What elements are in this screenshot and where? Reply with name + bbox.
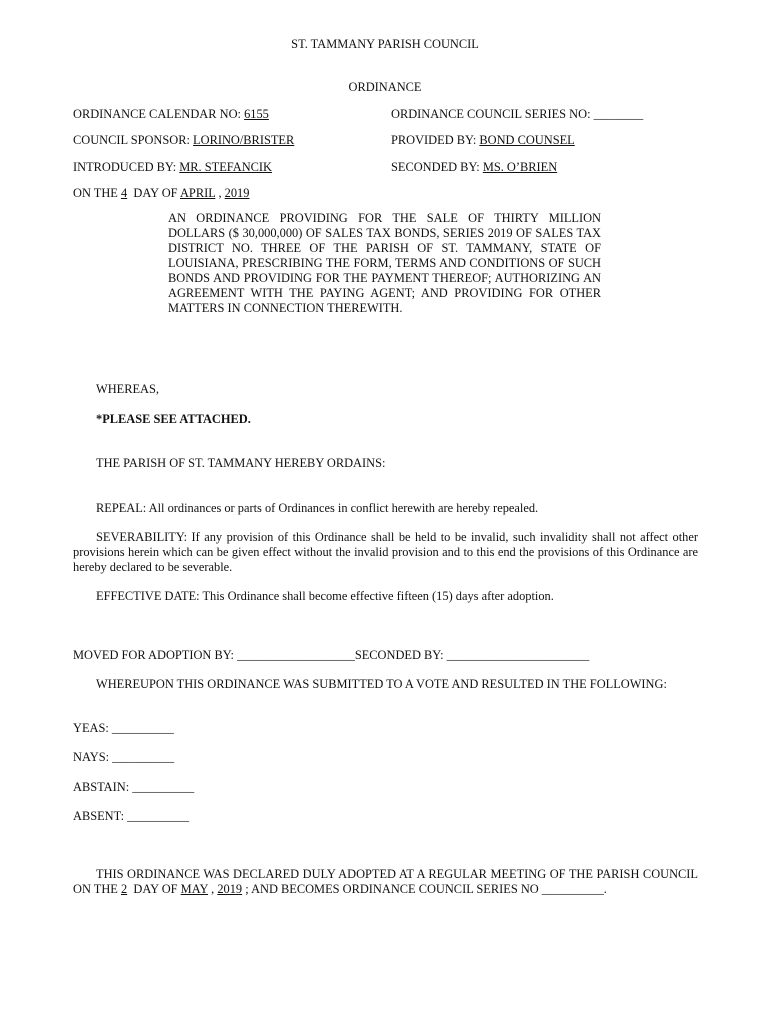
council-series-field (391, 107, 643, 122)
date-comma: , (218, 186, 222, 200)
whereupon-statement: WHEREUPON THIS ORDINANCE WAS SUBMITTED TO A VOTE AND RESULTED IN THE FOLLOWING: (96, 677, 667, 691)
introduced-value: MR. STEFANCIK (179, 160, 272, 174)
vote-seconded-blank: _______________________ (446, 648, 590, 662)
council-sponsor-field (73, 133, 294, 148)
adoption-year: 2019 (217, 882, 243, 896)
date-mid: DAY OF (133, 186, 178, 200)
calendar-value: 6155 (244, 107, 269, 121)
council-heading: ST. TAMMANY PARISH COUNCIL (291, 37, 479, 51)
ordains-statement: THE PARISH OF ST. TAMMANY HEREBY ORDAINS: (96, 456, 386, 470)
calendar-number-field (73, 107, 269, 122)
moved-for-adoption-line (73, 648, 589, 663)
adoption-month: MAY (180, 882, 208, 896)
moved-blank: ___________________ (237, 648, 355, 662)
ordinance-title: AN ORDINANCE PROVIDING FOR THE SALE OF THIRTY MILLION DOLLARS ($ 30,000,000) OF SALES TAX BONDS, SERIES 2019 OF SALES TAX DISTRICT NO. THREE OF THE PARISH OF ST. TAMMANY, STATE OF LOUISIANA, PRESCRIBING THE FORM, TERMS AND CONDITIONS OF SUCH BONDS AND PROVIDING FOR THE PAYMENT THEREOF; AUTHORIZING AN AGREEMENT WITH THE PAYING AGENT; AND PROVIDING FOR OTHER MATTERS IN CONNECTION THEREWITH. (168, 211, 601, 315)
adoption-statement (73, 867, 698, 897)
adoption-text-start: THIS ORDINANCE WAS DECLARED DULY ADOPTED AT A REGULAR MEETING OF THE PARISH COUNCIL ON THE (73, 867, 698, 896)
provided-value: BOND COUNSEL (479, 133, 575, 147)
absent-line: ABSENT: __________ (73, 809, 190, 823)
date-month: APRIL (179, 186, 216, 200)
introduction-date-line (73, 186, 249, 201)
date-prefix: ON THE (73, 186, 118, 200)
effective-date-clause: EFFECTIVE DATE: This Ordinance shall become effective fifteen (15) days after adoption. (96, 589, 554, 603)
abstain-line: ABSTAIN: __________ (73, 780, 195, 794)
vote-seconded-label: SECONDED BY: (354, 648, 444, 662)
see-attached-note: *PLEASE SEE ATTACHED. (96, 412, 251, 426)
date-day: 4 (120, 186, 128, 200)
calendar-label: ORDINANCE CALENDAR NO: (73, 107, 241, 121)
series-label: ORDINANCE COUNCIL SERIES NO: (391, 107, 591, 121)
nays-line: NAYS: __________ (73, 750, 175, 764)
adoption-day: 2 (120, 882, 128, 896)
seconded-value: MS. O’BRIEN (482, 160, 558, 174)
adoption-comma: , (211, 882, 215, 896)
seconded-label: SECONDED BY: (391, 160, 480, 174)
seconded-by-field (391, 160, 557, 175)
repeal-clause: REPEAL: All ordinances or parts of Ordinances in conflict herewith are hereby repealed. (96, 501, 539, 515)
adoption-text-end: ; AND BECOMES ORDINANCE COUNCIL SERIES NO __________. (245, 882, 607, 896)
sponsor-label: COUNCIL SPONSOR: (73, 133, 190, 147)
introduced-by-field (73, 160, 272, 175)
provided-label: PROVIDED BY: (391, 133, 477, 147)
whereas: WHEREAS, (96, 382, 159, 396)
yeas-line: YEAS: __________ (73, 721, 174, 735)
sponsor-value: LORINO/BRISTER (193, 133, 295, 147)
introduced-label: INTRODUCED BY: (73, 160, 177, 174)
provided-by-field (391, 133, 575, 148)
date-year: 2019 (224, 186, 250, 200)
document-type: ORDINANCE (348, 80, 422, 94)
series-blank: ________ (593, 107, 644, 121)
adoption-mid: DAY OF (133, 882, 178, 896)
moved-label: MOVED FOR ADOPTION BY: (73, 648, 234, 662)
severability-clause: SEVERABILITY: If any provision of this Ordinance shall be held to be invalid, such invalidity shall not affect other provisions herein which can be given effect without the invalid provision and to this end the provisions of this Ordinance are hereby declared to be severable. (73, 530, 698, 574)
